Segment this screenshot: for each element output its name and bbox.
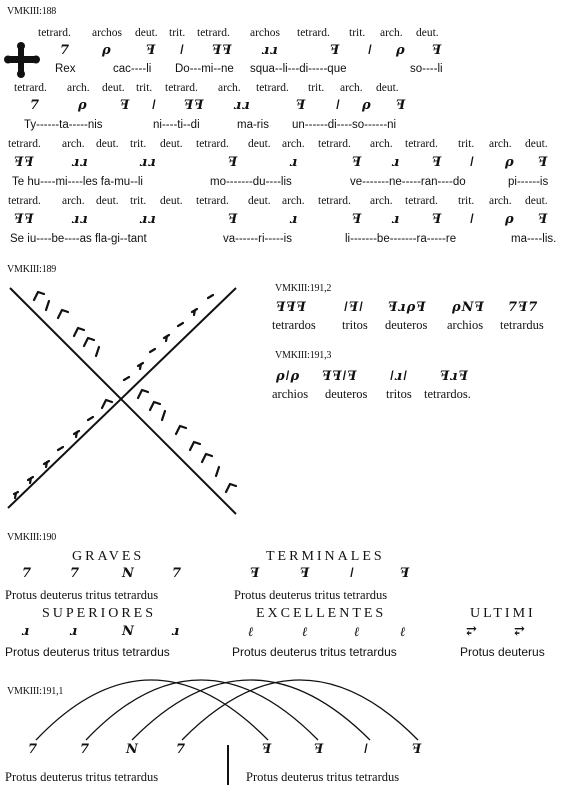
tone: arch. <box>489 138 512 150</box>
tone: deut. <box>102 82 125 94</box>
neume: ℓ <box>354 625 361 640</box>
syllable: so----li <box>410 63 443 75</box>
neume: ꟻ <box>396 98 407 113</box>
neume: ꟻ <box>314 742 325 757</box>
neume: ꟻ <box>330 43 341 58</box>
tone: archos <box>250 27 281 39</box>
tone: tetrard. <box>8 138 41 150</box>
tone: deut. <box>160 138 183 150</box>
syllable: ma----lis. <box>511 233 557 245</box>
tone: tetrard. <box>196 195 229 207</box>
neume: ɹɹ <box>72 212 89 227</box>
tone: deut. <box>96 195 119 207</box>
neume: ℓ <box>248 625 255 640</box>
neume: ǀ <box>350 566 355 581</box>
terminales-neumes <box>0 566 576 580</box>
ultimi-names: Protus deuterus <box>460 645 545 659</box>
neume: ꟻ <box>300 566 311 581</box>
syllable: mo-------du----lis <box>210 176 292 188</box>
neume: ɹɹ <box>140 212 157 227</box>
tone: deut. <box>135 27 158 39</box>
syllable: squa--li---di-----que <box>250 63 347 75</box>
tone: deut. <box>96 138 119 150</box>
neume: ꟻ <box>432 212 443 227</box>
neume: ɹɹ <box>72 155 89 170</box>
tone: arch. <box>282 138 305 150</box>
section-label-189: VMKIII:189 <box>7 264 57 275</box>
line-2-neumes <box>0 98 576 112</box>
neume: ǀ <box>180 43 185 58</box>
neume: ⥂ <box>466 624 478 639</box>
tone: deut. <box>416 27 439 39</box>
mode-name: tritos <box>386 387 412 401</box>
neume: ǀ <box>152 98 157 113</box>
section-label-191-1: VMKIII:191,1 <box>7 686 64 697</box>
group-title-graves: GRAVES <box>72 549 145 564</box>
mode-name: deuteros <box>385 318 428 332</box>
section-label-191-3: VMKIII:191,3 <box>275 350 332 361</box>
neume: ꟻꟻꟻ <box>276 300 307 315</box>
tone: arch. <box>340 82 363 94</box>
neume: ꟻɹρꟻ <box>388 300 427 315</box>
neume: ρ <box>362 98 372 113</box>
group-title-superiores: SUPERIORES <box>42 606 157 621</box>
section-191-1-names-left: Protus deuterus tritus tetrardus <box>5 770 159 784</box>
tone: tetrard. <box>197 27 230 39</box>
ultimi-neumes <box>0 624 576 638</box>
neume: ǀ <box>364 742 369 757</box>
section-191-3-neumes <box>0 369 576 383</box>
neume: ꟻ <box>250 566 261 581</box>
section-191-1-neumes <box>0 742 576 756</box>
neume: ꟻ <box>262 742 273 757</box>
tone: trit. <box>458 138 475 150</box>
line-3-syllables <box>0 176 576 190</box>
neume: 7ꟻ7 <box>508 300 539 315</box>
neume: ꟻ <box>228 212 239 227</box>
neume: ꟻ <box>120 98 131 113</box>
neume: ꟻꟻ <box>184 98 205 113</box>
neume: ρ <box>102 43 112 58</box>
tone: trit. <box>136 82 153 94</box>
group-title-excellentes: EXCELLENTES <box>256 606 387 621</box>
neume: ℓ <box>302 625 309 640</box>
tone: tetrard. <box>256 82 289 94</box>
neume: ρ <box>396 43 406 58</box>
tone: arch. <box>370 195 393 207</box>
tone: arch. <box>370 138 393 150</box>
syllable: Rex <box>55 63 76 75</box>
neume: ρNꟻ <box>452 300 485 315</box>
section-191-3-names <box>0 387 576 401</box>
neume: ǀꟻǀ <box>344 300 364 315</box>
neume: 7 <box>30 98 41 113</box>
tone: trit. <box>458 195 475 207</box>
neume: 7 <box>60 43 71 58</box>
mode-name: tetrardos. <box>424 387 471 401</box>
tone: tetrard. <box>38 27 71 39</box>
neume: 7 <box>22 566 33 581</box>
neume: ꟻ <box>432 43 443 58</box>
line-1-syllables <box>0 63 576 77</box>
neume: ɹ <box>172 624 181 639</box>
neume: ꟻ <box>352 212 363 227</box>
tone: arch. <box>218 82 241 94</box>
neume: ɹɹ <box>140 155 157 170</box>
syllable: Do---mi--ne <box>175 63 234 75</box>
neume: ꟻ <box>432 155 443 170</box>
neume: ꟻ <box>352 155 363 170</box>
tone: tetrard. <box>405 138 438 150</box>
tone: trit. <box>308 82 325 94</box>
section-label-190: VMKIII:190 <box>7 532 57 543</box>
neume: ρ <box>505 212 515 227</box>
neume: ρǀρ <box>276 369 301 384</box>
section-191-2-neumes <box>0 300 576 314</box>
tone: tetrard. <box>14 82 47 94</box>
superiores-names: Protus deuterus tritus tetrardus <box>5 645 170 659</box>
neume: ꟻ <box>538 155 549 170</box>
neume: ꟻ <box>400 566 411 581</box>
neume: ǀ <box>470 212 475 227</box>
mode-name: deuteros <box>325 387 368 401</box>
neume: N <box>122 624 135 639</box>
line-4-tones <box>0 195 576 209</box>
line-1-neumes <box>0 43 576 57</box>
tone: trit. <box>169 27 186 39</box>
line-4-neumes <box>0 212 576 226</box>
neume: ɹɹ <box>234 98 251 113</box>
neume: 7 <box>80 742 91 757</box>
syllable: ma-ris <box>237 119 269 131</box>
line-1-tones <box>0 27 576 41</box>
graves-names: Protus deuterus tritus tetrardus <box>5 588 159 602</box>
line-3-tones <box>0 138 576 152</box>
neume: N <box>122 566 135 581</box>
neume: ꟻ <box>412 742 423 757</box>
tone: deut. <box>160 195 183 207</box>
neume: ɹ <box>290 212 299 227</box>
tone: tetrard. <box>318 195 351 207</box>
neume: ǀ <box>470 155 475 170</box>
neume: ɹɹ <box>262 43 279 58</box>
tone: deut. <box>376 82 399 94</box>
section-191-1-names-right: Protus deuterus tritus tetrardus <box>246 770 400 784</box>
section-label-188: VMKIII:188 <box>7 6 57 17</box>
syllable: pi------is <box>508 176 549 188</box>
syllable: ni----ti--di <box>153 119 200 131</box>
excellentes-names: Protus deuterus tritus tetrardus <box>232 645 397 659</box>
tone: trit. <box>130 195 147 207</box>
mode-name: archios <box>447 318 484 332</box>
syllable: li-------be-------ra-----re <box>345 233 457 245</box>
neume: ɹ <box>290 155 299 170</box>
tone: deut. <box>525 195 548 207</box>
neume: 7 <box>176 742 187 757</box>
neume: ꟻꟻ <box>14 155 35 170</box>
neume: ℓ <box>400 625 407 640</box>
tone: trit. <box>130 138 147 150</box>
neume: ǀ <box>368 43 373 58</box>
syllable: Ty------ta-----nis <box>24 119 103 131</box>
neume: ꟻ <box>296 98 307 113</box>
syllable: un------di----so------ni <box>292 119 397 131</box>
neume: 7 <box>70 566 81 581</box>
section-191-2-names <box>0 318 576 332</box>
tone: tetrard. <box>196 138 229 150</box>
neume: ꟻ <box>538 212 549 227</box>
tone: tetrard. <box>8 195 41 207</box>
tone: archos <box>92 27 123 39</box>
tone: deut. <box>248 138 271 150</box>
neume: N <box>126 742 139 757</box>
line-2-tones <box>0 82 576 96</box>
tone: arch. <box>380 27 403 39</box>
neume: 7 <box>172 566 183 581</box>
tone: arch. <box>67 82 90 94</box>
neume: ꟻꟻ <box>212 43 233 58</box>
neume: ꟻɹꟻ <box>440 369 469 384</box>
tone: arch. <box>62 195 85 207</box>
neume: ρ <box>78 98 88 113</box>
section-label-191-2: VMKIII:191,2 <box>275 283 332 294</box>
syllable: va------ri-----is <box>223 233 292 245</box>
neume: ǀ <box>336 98 341 113</box>
syllable: ve-------ne-----ran----do <box>350 176 466 188</box>
neume: ꟻꟻ <box>14 212 35 227</box>
neume: ɹ <box>392 155 401 170</box>
group-title-ultimi: ULTIMI <box>470 606 536 621</box>
tone: arch. <box>62 138 85 150</box>
neume: ⥂ <box>514 624 526 639</box>
tone: tetrard. <box>318 138 351 150</box>
group-title-terminales: TERMINALES <box>266 549 385 564</box>
line-4-syllables <box>0 233 576 247</box>
neume: ꟻ <box>146 43 157 58</box>
neume: ɹ <box>22 624 31 639</box>
tone: deut. <box>248 195 271 207</box>
syllable: cac----li <box>113 63 152 75</box>
neume: ꟻꟻǀꟻ <box>322 369 358 384</box>
tone: tetrard. <box>405 195 438 207</box>
tone: arch. <box>282 195 305 207</box>
neume: ǀɹǀ <box>390 369 409 384</box>
tone: deut. <box>525 138 548 150</box>
mode-name: tritos <box>342 318 368 332</box>
syllable: Se iu----be----as fla-gi--tant <box>10 233 147 245</box>
neume: ρ <box>505 155 515 170</box>
terminales-names: Protus deuterus tritus tetrardus <box>234 588 388 602</box>
line-2-syllables <box>0 119 576 133</box>
neume: ɹ <box>392 212 401 227</box>
tone: trit. <box>349 27 366 39</box>
tone: tetrard. <box>165 82 198 94</box>
mode-name: archios <box>272 387 309 401</box>
mode-name: tetrardus <box>500 318 544 332</box>
neume: ɹ <box>70 624 79 639</box>
tone: tetrard. <box>297 27 330 39</box>
mode-name: tetrardos <box>272 318 316 332</box>
syllable: Te hu----mi----les fa-mu--li <box>12 176 143 188</box>
neume: ꟻ <box>228 155 239 170</box>
neume: 7 <box>28 742 39 757</box>
tone: arch. <box>489 195 512 207</box>
line-3-neumes <box>0 155 576 169</box>
